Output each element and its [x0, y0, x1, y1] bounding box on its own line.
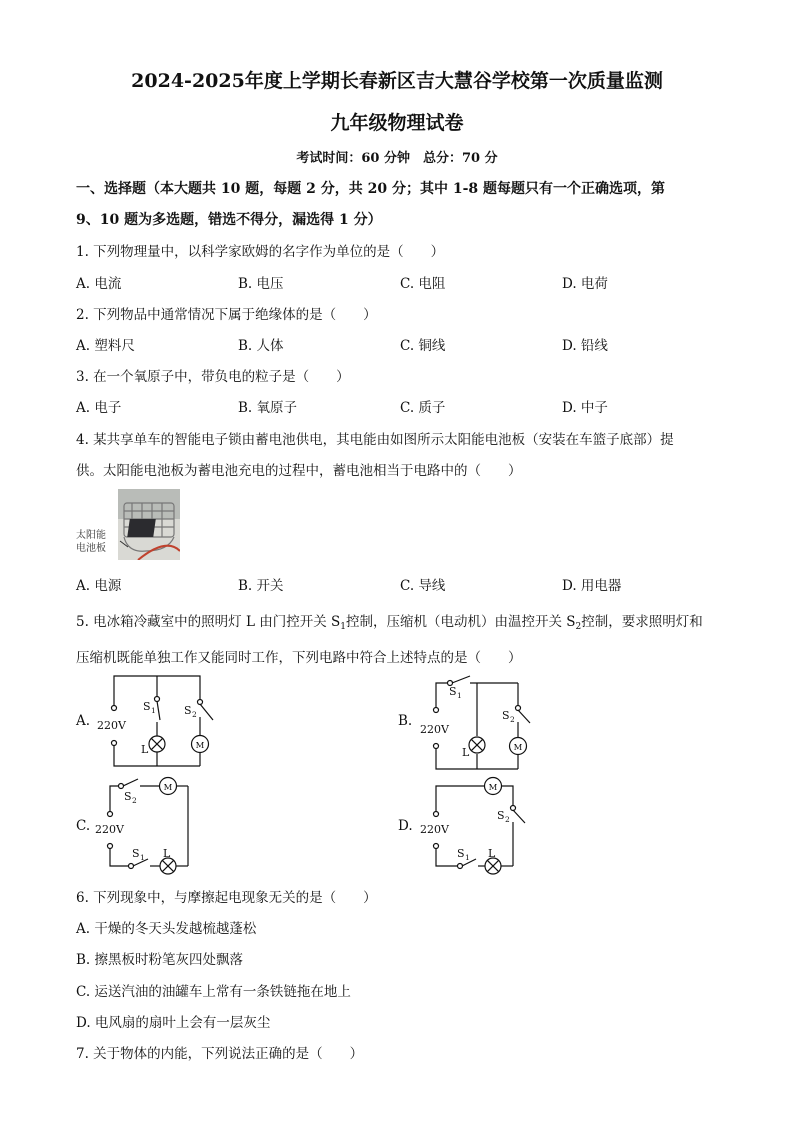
s2-b: S	[502, 709, 510, 722]
voltage-a: 220V	[97, 719, 126, 732]
lamp-c	[160, 858, 176, 874]
s2-c: S	[124, 790, 132, 803]
voltage-d: 220V	[420, 823, 449, 836]
q5-option-b: B.	[398, 713, 413, 729]
voltage-c: 220V	[95, 823, 124, 836]
q5-stem-part3: 控制，要求照明灯和	[581, 614, 703, 630]
question-6-stem: 6. 下列现象中，与摩擦起电现象无关的是（ ）	[76, 890, 377, 906]
question-1-stem: 1. 下列物理量中，以科学家欧姆的名字作为单位的是（ ）	[76, 244, 445, 260]
q6-option-b: B. 擦黑板时粉笔灰四处飘落	[76, 952, 244, 968]
question-4-stem-line2: 供。太阳能电池板为蓄电池充电的过程中，蓄电池相当于电路中的（ ）	[76, 463, 522, 479]
motor-c-m: M	[163, 783, 173, 793]
lamp-b-label: L	[462, 746, 470, 759]
q5-option-d: D.	[398, 818, 413, 834]
q2-option-a: A. 塑料尺	[76, 338, 135, 354]
question-7-stem: 7. 关于物体的内能，下列说法正确的是（ ）	[76, 1046, 364, 1062]
q5-sub-2: 2	[575, 622, 582, 632]
q1-option-a: A. 电流	[76, 276, 122, 292]
s2-a-sub: 2	[192, 710, 197, 719]
question-5-stem-line2: 压缩机既能单独工作又能同时工作，下列电路中符合上述特点的是（ ）	[76, 650, 522, 666]
q3-option-b: B. 氧原子	[238, 400, 298, 416]
s2-c-sub: 2	[132, 796, 137, 805]
q3-option-d: D. 中子	[562, 400, 608, 416]
lamp-d-label: L	[488, 847, 496, 860]
s2-d-sub: 2	[505, 815, 510, 824]
s2-a: S	[184, 704, 192, 717]
s1-a: S	[143, 700, 151, 713]
s1-b: S	[449, 685, 457, 698]
q6-option-c: C. 运送汽油的油罐车上常有一条铁链拖在地上	[76, 984, 351, 1000]
s1-a-sub: 1	[151, 706, 156, 715]
section-heading-line2: 9、10 题为多选题，错选不得分，漏选得 1 分）	[76, 212, 382, 228]
q1-option-b: B. 电压	[238, 276, 284, 292]
s1-b-sub: 1	[457, 691, 462, 700]
q1-option-d: D. 电荷	[562, 276, 608, 292]
exam-info: 考试时间：60 分钟 总分：70 分	[296, 151, 498, 166]
photo-label-line1: 太阳能	[76, 530, 106, 541]
q5-sub-1: 1	[340, 622, 346, 632]
s2-d: S	[497, 809, 505, 822]
photo-label-line2: 电池板	[76, 543, 106, 554]
q3-option-a: A. 电子	[76, 400, 122, 416]
q4-option-d: D. 用电器	[562, 578, 622, 594]
q2-option-d: D. 铅线	[562, 338, 608, 354]
motor-a-m: M	[195, 741, 205, 751]
q5-option-a: A.	[76, 713, 91, 729]
q6-option-d: D. 电风扇的扇叶上会有一层灰尘	[76, 1015, 271, 1031]
lamp-b	[469, 737, 485, 753]
s1-d-sub: 1	[465, 853, 470, 862]
lamp-c-label: L	[163, 847, 171, 860]
q5-option-c: C.	[76, 818, 91, 834]
exam-title: 2024-2025年度上学期长春新区吉大慧谷学校第一次质量监测	[131, 70, 663, 92]
q6-option-a: A. 干燥的冬天头发越梳越蓬松	[76, 921, 257, 937]
question-4-stem-line1: 4. 某共享单车的智能电子锁由蓄电池供电，其电能由如图所示太阳能电池板（安装在车篮子底部）提	[76, 432, 674, 448]
s2-b-sub: 2	[510, 715, 515, 724]
voltage-b: 220V	[420, 723, 449, 736]
q2-option-b: B. 人体	[238, 338, 284, 354]
lamp-a-label: L	[141, 743, 149, 756]
q5-stem-part1: 5. 电冰箱冷藏室中的照明灯 L 由门控开关 S	[76, 614, 341, 630]
q4-option-a: A. 电源	[76, 578, 122, 594]
section-heading-line1: 一、选择题（本大题共 10 题，每题 2 分，共 20 分；其中 1-8 题每题只有一个正确选项，第	[76, 181, 665, 197]
lamp-a	[149, 736, 165, 752]
lamp-d	[485, 858, 501, 874]
s1-d: S	[457, 847, 465, 860]
q4-option-c: C. 导线	[400, 578, 446, 594]
q1-option-c: C. 电阻	[400, 276, 446, 292]
q2-option-c: C. 铜线	[400, 338, 446, 354]
q5-stem-part2: 控制，压缩机（电动机）由温控开关 S	[346, 614, 576, 630]
motor-d-m: M	[488, 783, 498, 793]
s1-c: S	[132, 847, 140, 860]
question-3-stem: 3. 在一个氧原子中，带负电的粒子是（ ）	[76, 369, 350, 385]
motor-b-m: M	[513, 743, 523, 753]
question-2-stem: 2. 下列物品中通常情况下属于绝缘体的是（ ）	[76, 307, 377, 323]
exam-subtitle: 九年级物理试卷	[330, 112, 464, 134]
q3-option-c: C. 质子	[400, 400, 446, 416]
q4-option-b: B. 开关	[238, 578, 284, 594]
s1-c-sub: 1	[140, 853, 145, 862]
